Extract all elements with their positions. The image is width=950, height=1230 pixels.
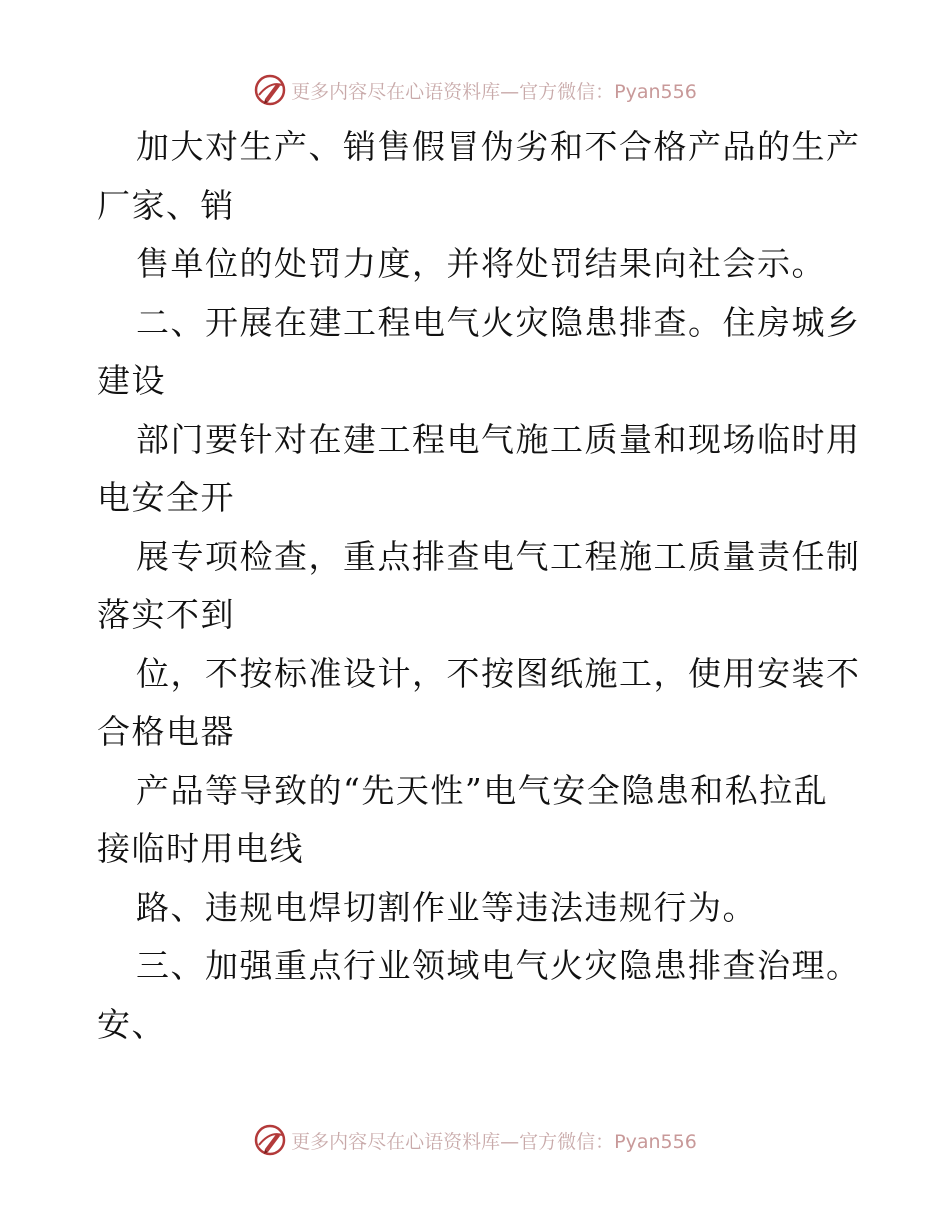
text-line: 电安全开: [97, 478, 235, 517]
header-watermark-text: 更多内容尽在心语资料库—官方微信：: [291, 80, 615, 103]
header-wechat-id: Pyan556: [614, 80, 697, 103]
text-line: 位，不按标准设计，不按图纸施工，使用安装不: [136, 653, 861, 693]
pen-logo-icon: [253, 73, 287, 107]
footer-watermark: [0, 1120, 950, 1160]
text-line: 售单位的处罚力度，并将处罚结果向社会示。: [136, 244, 826, 283]
text-line: 展专项检查，重点排查电气工程施工质量责任制: [136, 536, 861, 576]
text-line: 三、加强重点行业领域电气火灾隐患排查治理。: [136, 946, 861, 985]
text-line: 二、开展在建工程电气火灾隐患排查。住房城乡: [136, 302, 861, 342]
text-line: 加大对生产、销售假冒伪劣和不合格产品的生产: [136, 127, 861, 166]
footer-watermark-text: 更多内容尽在心语资料库—官方微信：: [291, 1130, 615, 1153]
document-body: [97, 118, 861, 1054]
text-line: 合格电器: [97, 712, 235, 751]
text-line: 落实不到: [97, 595, 235, 634]
pen-logo-icon: [253, 1123, 287, 1157]
text-line: 部门要针对在建工程电气施工质量和现场临时用: [136, 419, 861, 459]
text-line: 路、违规电焊切割作业等违法违规行为。: [136, 887, 757, 927]
text-line: 产品等导致的“先天性”电气安全隐患和私拉乱: [136, 770, 829, 810]
header-watermark: [0, 70, 950, 110]
text-line: 厂家、销: [97, 185, 235, 225]
text-line: 安、: [97, 1004, 166, 1044]
text-line: 接临时用电线: [97, 829, 304, 868]
footer-wechat-id: Pyan556: [614, 1130, 697, 1153]
text-line: 建设: [97, 361, 166, 400]
